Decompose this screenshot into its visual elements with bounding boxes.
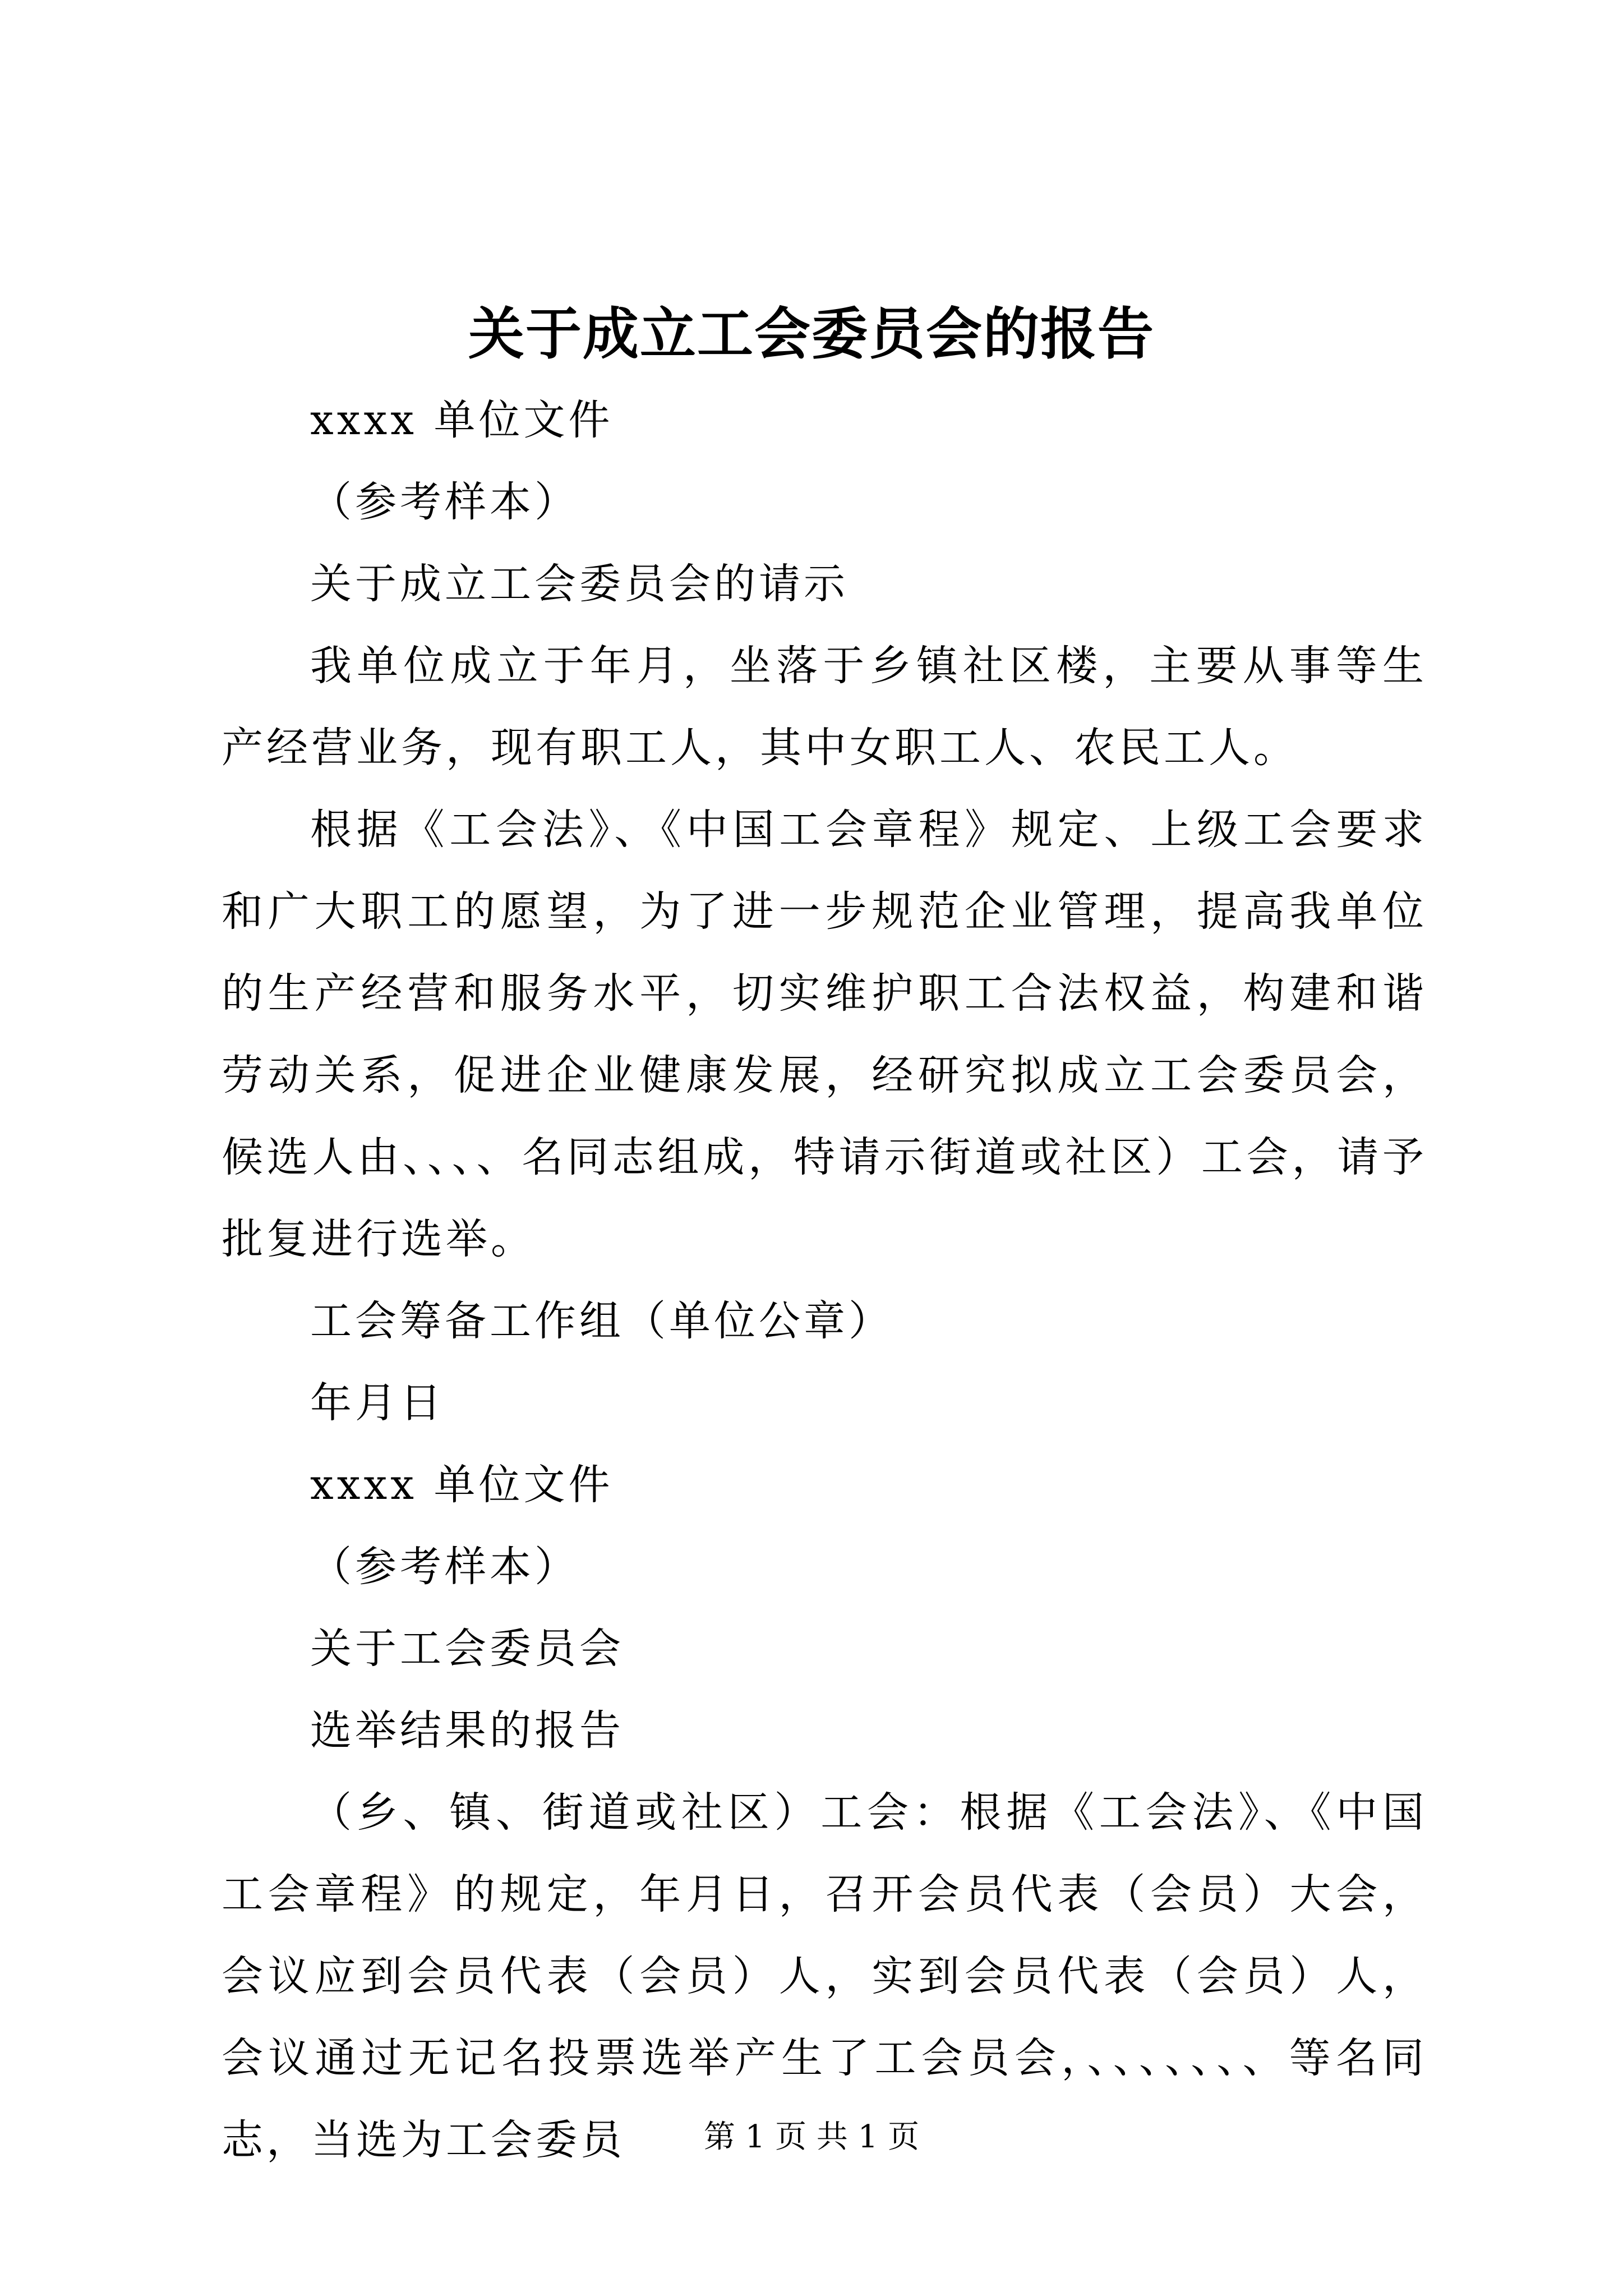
- paragraph-request-body: 根据《工会法》、《中国工会章程》规定、上级工会要求和广大职工的愿望，为了进一步规范企业管理，提高我单位的生产经营和服务水平，切实维护职工合法权益，构建和谐劳动关系，促进企业健康发展，经研究拟成立工会委员会，候选人由、、、、名同志组成，特请示街道或社区）工会，请予批复进行选举。: [222, 806, 1427, 1263]
- paragraph-sample-note-2: （参考样本）: [310, 1543, 579, 1591]
- paragraph-report-title-line2: 选举结果的报告: [310, 1706, 624, 1755]
- paragraph-sample-note-1: （参考样本）: [310, 478, 579, 526]
- paragraph-date: 年月日: [310, 1379, 445, 1427]
- paragraph-unit-intro: 我单位成立于年月，坐落于乡镇社区楼，主要从事等生产经营业务，现有职工人，其中女职工人、农民工人。: [222, 642, 1427, 772]
- paragraph-signature: 工会筹备工作组（单位公章）: [310, 1297, 893, 1345]
- paragraph-report-body: （乡、镇、街道或社区）工会：根据《工会法》、《中国工会章程》的规定，年月日，召开会员代表（会员）大会，会议应到会员代表（会员）人，实到会员代表（会员）人，会议通过无记名投票选举产生了工会员会，、、、、、、、等名同志，当选为工会委员: [222, 1788, 1427, 2164]
- paragraph-unit-file-1: xxxx 单位文件: [310, 396, 614, 444]
- document-title: 关于成立工会委员会的报告: [468, 301, 1155, 367]
- paragraph-unit-file-2: xxxx 单位文件: [310, 1461, 614, 1509]
- paragraph-request-title: 关于成立工会委员会的请示: [310, 560, 849, 608]
- document-body: [222, 379, 1427, 2181]
- page-footer: 第 1 页 共 1 页: [703, 2119, 920, 2155]
- paragraph-report-title-line1: 关于工会委员会: [310, 1625, 624, 1673]
